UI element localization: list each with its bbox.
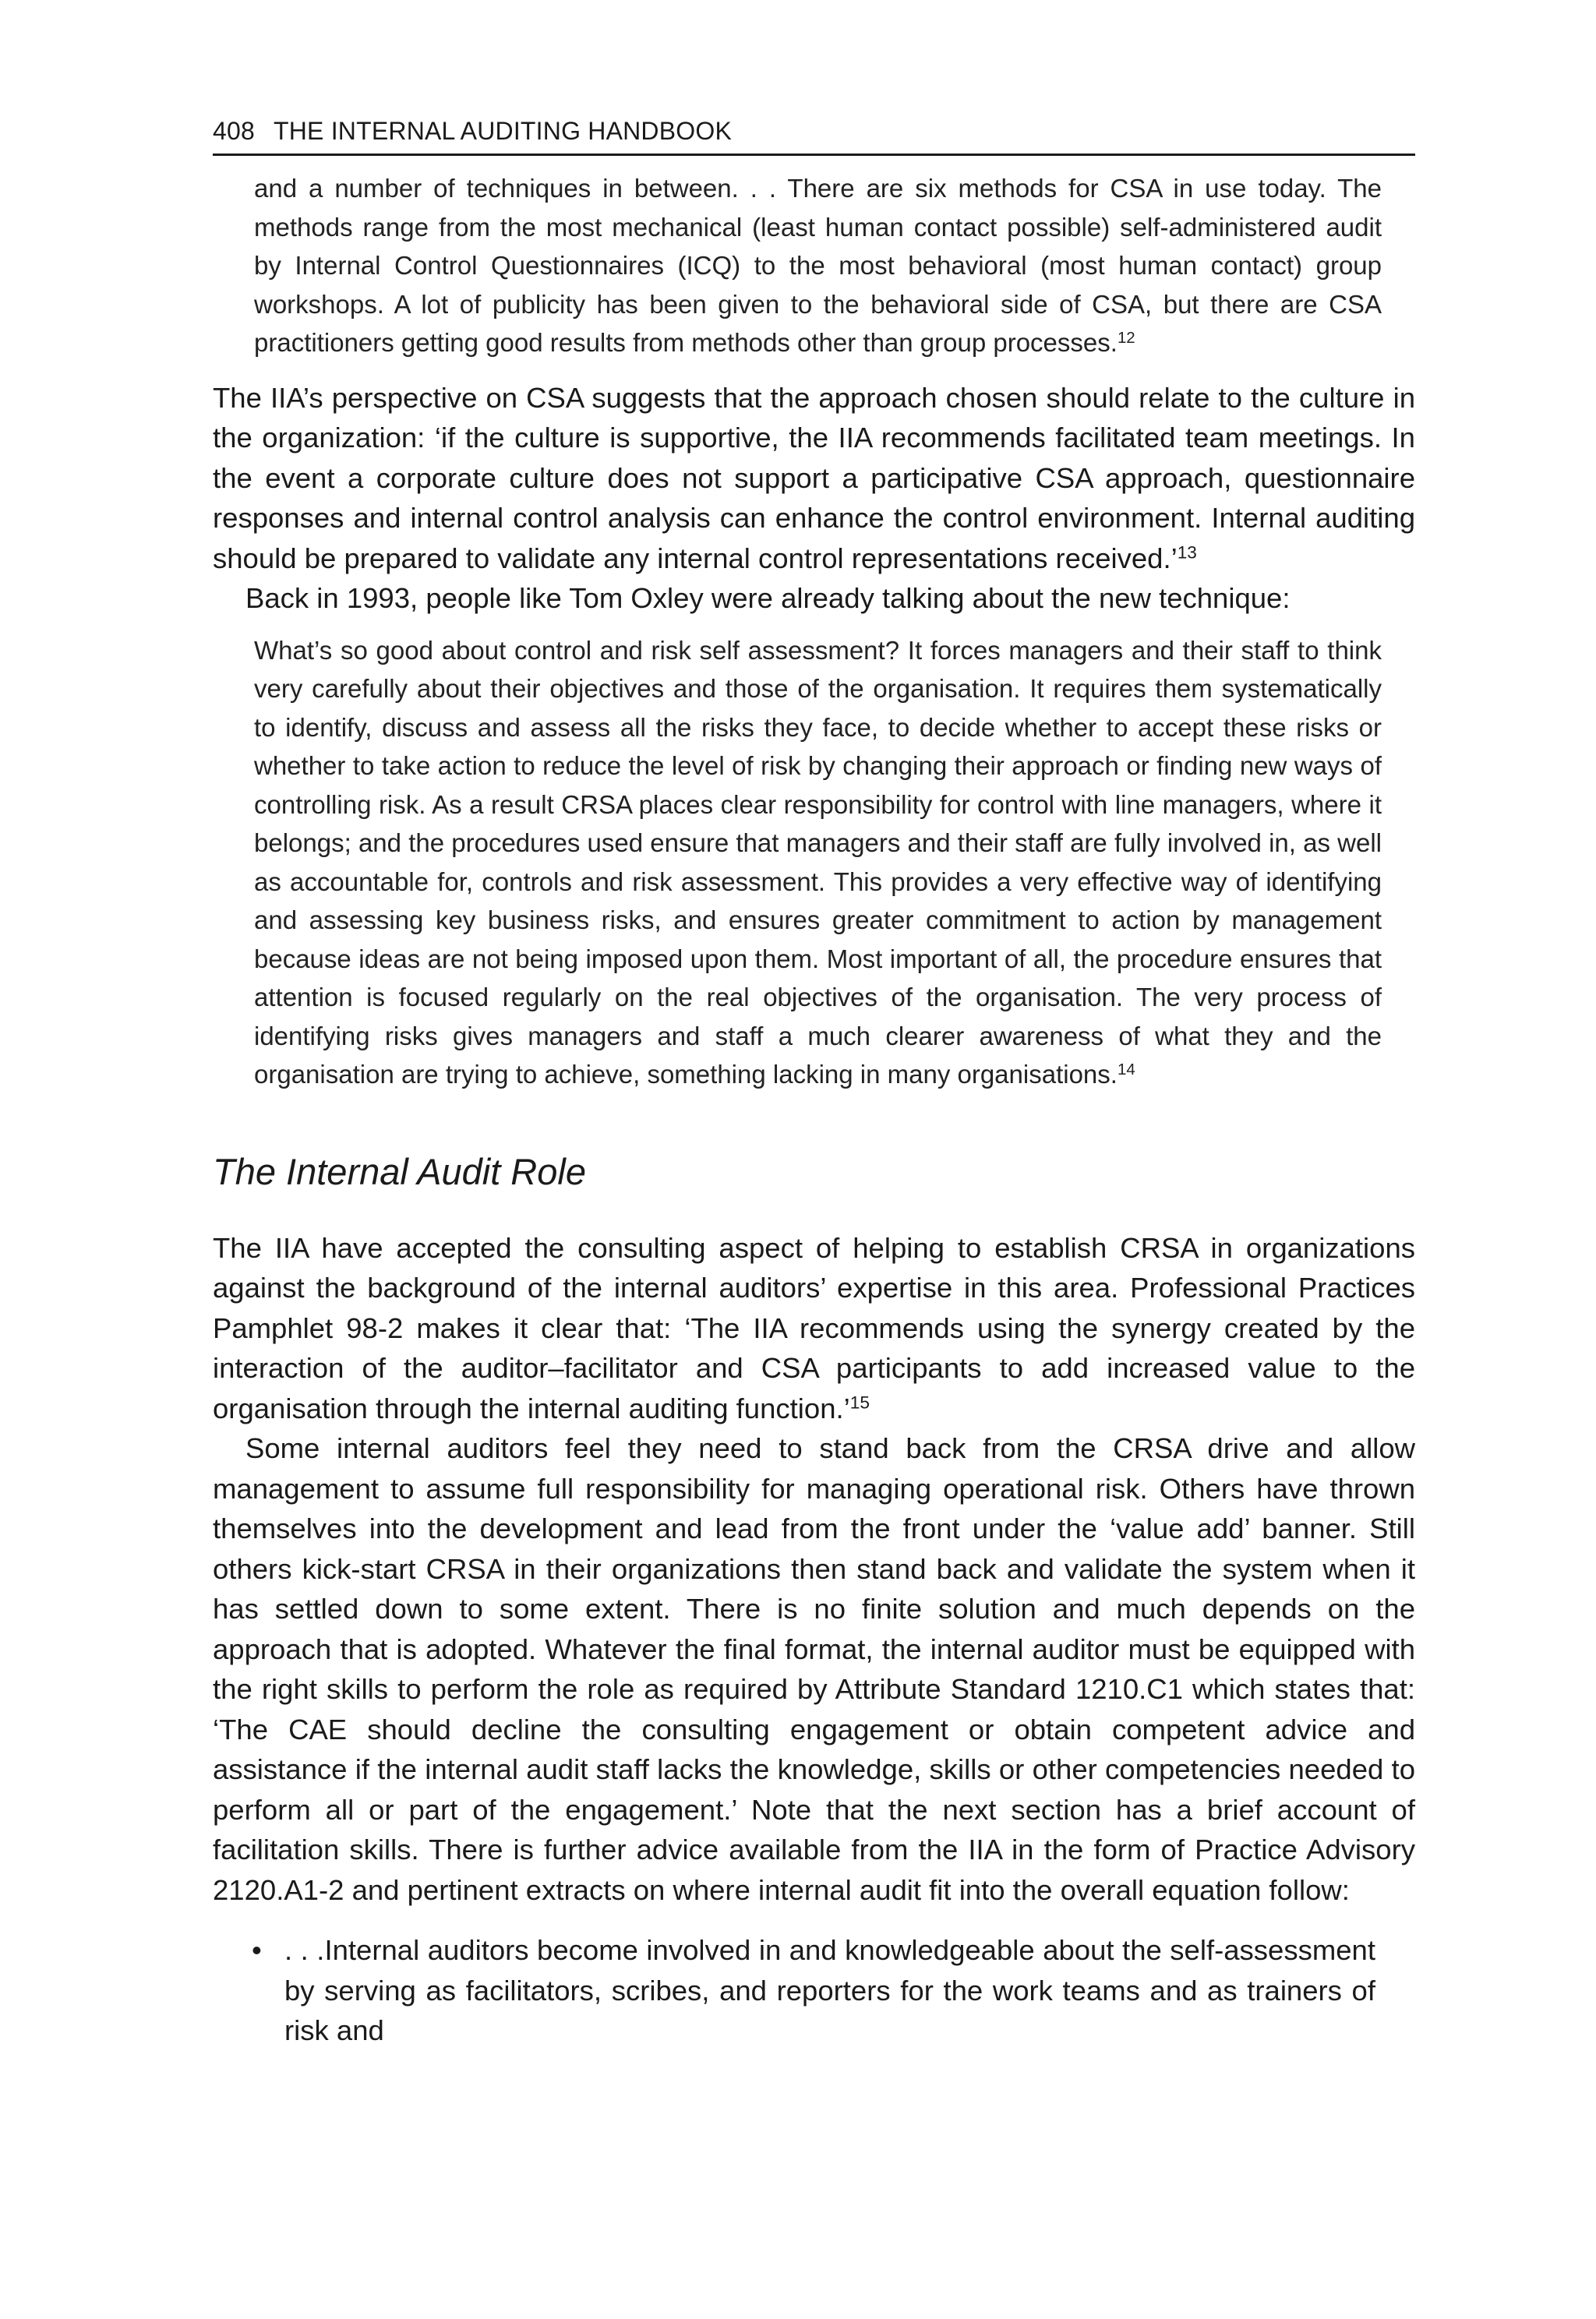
block-quote-2-text: What’s so good about control and risk self assessment? It forces managers and their staff to think very carefully about their objectives and those of the organisation. It requires them systematically to identify, discuss and assess all the risks they face, to decide whether to accept these risks or whether to take action to reduce the level of risk by changing their approach or finding new ways of controlling risk. As a result CRSA places clear responsibility for control with line managers, where it belongs; and the procedures used ensure that managers and their staff are fully involved in, as well as accountable for, controls and risk assessment. This provides a very effective way of identifying and assessing key business risks, and ensures greater commitment to action by management because ideas are not being imposed upon them. Most important of all, the procedure ensures that attention is focused regularly on the real objectives of the organisation. The very process of identifying risks gives managers and staff a much clearer awareness of what they and the organisation are trying to achieve, something lacking in many organisations. bbox=[254, 635, 1382, 1089]
list-item bbox=[213, 1930, 1415, 2051]
footnote-ref-14: 14 bbox=[1117, 1060, 1135, 1078]
page bbox=[213, 117, 1415, 2051]
paragraph-consulting-aspect-text: The IIA have accepted the consulting aspect of helping to establish CRSA in organizations against the background of the internal auditors’ expertise in this area. Professional Practices Pamphlet 98-2 makes it clear that: ‘The IIA recommends using the synergy created by the interaction of the auditor–facilitator and CSA participants to add increased value to the organisation through the internal auditing function.’ bbox=[213, 1231, 1415, 1424]
paragraph-iia-perspective-text: The IIA’s perspective on CSA suggests that the approach chosen should relate to the culture in the organization: ‘if the culture is supportive, the IIA recommends facilitated team meetings. In the event a corporate culture does not support a participative CSA approach, questionnaire responses and internal control analysis can enhance the control environment. Internal auditing should be prepared to validate any internal control representations received.’ bbox=[213, 381, 1415, 574]
paragraph-tom-oxley: Back in 1993, people like Tom Oxley were already talking about the new technique: bbox=[245, 582, 1291, 614]
page-number: 408 bbox=[213, 117, 255, 145]
bullet-marker: • bbox=[252, 1934, 262, 1966]
paragraph-stand-back: Some internal auditors feel they need to stand back from the CRSA drive and allow management to assume full responsibility for managing operational risk. Others have thrown themselves into the development and lead from the front under the ‘value add’ banner. Still others kick-start CRSA in their organizations then stand back and validate the system when it has settled down to some extent. There is no finite solution and much depends on the approach that is adopted. Whatever the final format, the internal auditor must be equipped with the right skills to perform the role as required by Attribute Standard 1210.C1 which states that: ‘The CAE should decline the consulting engagement or obtain competent advice and assistance if the internal audit staff lacks the knowledge, skills or other competencies needed to perform all or part of the engagement.’ Note that the next section has a brief account of facilitation skills. There is further advice available from the IIA in the form of Practice Advisory 2120.A1-2 and pertinent extracts on where internal audit fit into the overall equation follow: bbox=[213, 1432, 1415, 1906]
footnote-ref-13: 13 bbox=[1177, 542, 1197, 563]
footnote-ref-12: 12 bbox=[1117, 328, 1135, 347]
bullet-text: . . .Internal auditors become involved in and knowledgeable about the self-assessment by serving as facilitators, scribes, and reporters for the work teams and as trainers of risk and bbox=[284, 1934, 1375, 2046]
bullet-list bbox=[213, 1930, 1415, 2051]
block-quote-2 bbox=[254, 631, 1382, 1094]
running-head bbox=[213, 117, 1415, 156]
book-title: THE INTERNAL AUDITING HANDBOOK bbox=[274, 117, 732, 145]
paragraph-consulting-aspect bbox=[213, 1228, 1415, 1429]
footnote-ref-15: 15 bbox=[849, 1392, 870, 1413]
section-heading: The Internal Audit Role bbox=[213, 1150, 586, 1192]
paragraph-iia-perspective bbox=[213, 378, 1415, 579]
block-quote-1-text: and a number of techniques in between. . . There are six methods for CSA in use today. The methods range from the most mechanical (least human contact possible) self-administered audit by Internal Control Questionnaires (ICQ) to the most behavioral (most human contact) group workshops. A lot of publicity has been given to the behavioral side of CSA, but there are CSA practitioners getting good results from methods other than group processes. bbox=[254, 174, 1382, 357]
block-quote-1 bbox=[254, 169, 1382, 362]
